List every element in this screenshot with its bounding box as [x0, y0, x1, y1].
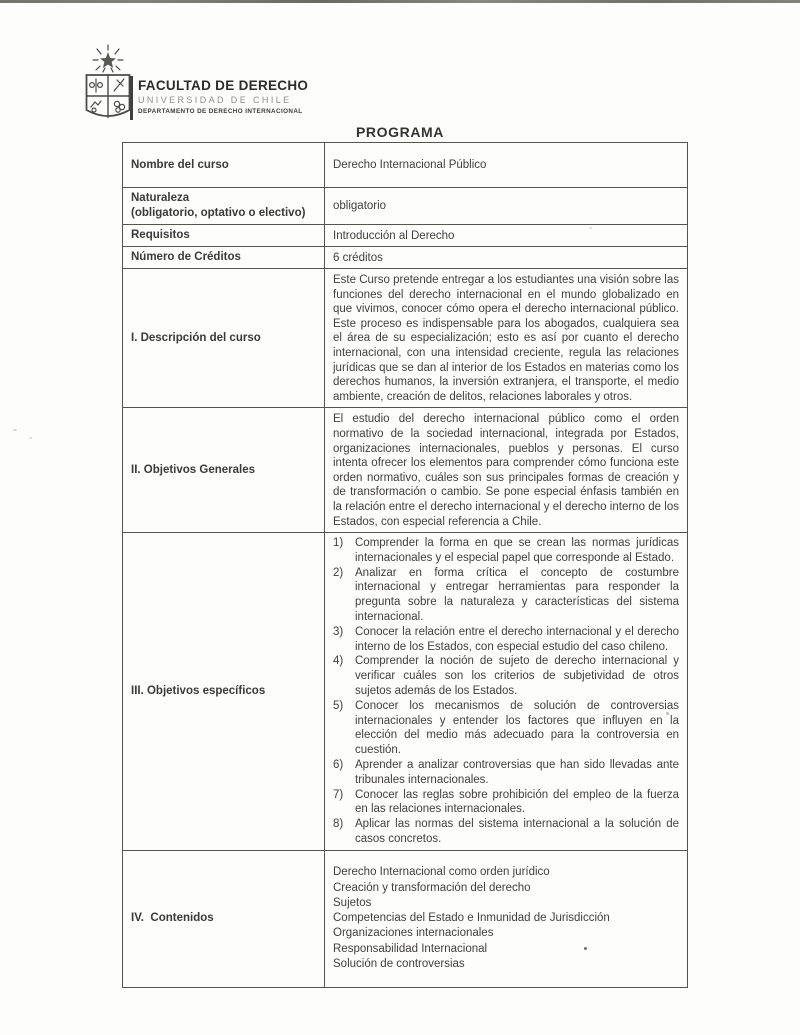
- course-credits: 6 créditos: [333, 251, 383, 264]
- university-crest-icon: [84, 44, 134, 124]
- row-label-cell: [123, 247, 325, 269]
- content-line: Organizaciones internacionales: [333, 927, 494, 940]
- course-nature: obligatorio: [333, 200, 387, 212]
- row-value-cell: [325, 850, 688, 987]
- row-value-cell: [325, 143, 688, 188]
- row-label: Nombre del curso: [131, 158, 229, 171]
- row-value-cell: [325, 247, 688, 269]
- objective-number: 8): [333, 818, 344, 831]
- row-label-cell: [123, 188, 325, 225]
- general-objectives: El estudio del derecho internacional público como el orden normativo de la sociedad internacional, integrada por Estados, organizaciones internacionales, pueblos y personas. El curso intenta ofrecer los elementos para comprender cómo funciona este orden normativo, cuáles son sus principales formas de creación y de transformación o cambio. Se pone especial énfasis también en la relación entre el derecho internacional y el derecho interno de los Estados, con especial referencia a Chile.: [333, 413, 679, 528]
- content-line: Competencias del Estado e Inmunidad de Jurisdicción: [333, 912, 610, 925]
- objective-item: [333, 566, 679, 625]
- star-icon: [93, 45, 123, 72]
- row-label: Requisitos: [131, 229, 190, 241]
- content-line: Sujetos: [333, 896, 372, 909]
- objective-text: Conocer la relación entre el derecho internacional y el derecho interno de los Estados, con especial estudio del caso chileno.: [355, 625, 679, 653]
- objective-text: Conocer las reglas sobre prohibición del empleo de la fuerza en las relaciones internacionales.: [355, 788, 679, 816]
- row-label-cell: [123, 533, 325, 851]
- row-label: IV. Contenidos: [131, 912, 214, 925]
- page-title: PROGRAMA: [355, 124, 445, 140]
- content-line: Derecho Internacional como orden jurídico: [333, 866, 550, 879]
- content-line: Solución de controversias: [333, 958, 465, 971]
- table-row-descripcion: [123, 269, 688, 408]
- scan-speck: [13, 429, 17, 431]
- row-label-cell: [123, 225, 325, 247]
- row-label-cell: [123, 269, 325, 408]
- row-label-cell: [123, 408, 325, 533]
- objective-number: 5): [333, 699, 344, 712]
- objective-item: [333, 758, 679, 788]
- course-prerequisites: Introducción al Derecho: [333, 229, 455, 242]
- objective-number: 6): [333, 759, 344, 772]
- content-line: Responsabilidad Internacional: [333, 942, 488, 955]
- objective-text: Conocer los mecanismos de solución de controversias internacionales y entender los factores que influyen en la elección del medio más adecuado para la controversia en cuestión.: [355, 699, 679, 757]
- row-value-cell: [325, 533, 688, 851]
- objective-item: [333, 699, 679, 758]
- row-value-cell: [325, 188, 688, 225]
- table-row-objetivos-generales: [123, 408, 688, 533]
- table-row-nombre: [123, 143, 688, 188]
- objective-item: [333, 654, 679, 698]
- scan-speck: [666, 712, 669, 715]
- row-label: I. Descripción del curso: [131, 331, 261, 344]
- row-label-cell: [123, 850, 325, 987]
- table-row-creditos: [123, 247, 688, 269]
- objective-number: 7): [333, 788, 344, 801]
- row-label: Número de Créditos: [131, 251, 241, 263]
- table-row-objetivos-especificos: [123, 533, 688, 851]
- objective-item: [333, 625, 679, 655]
- shield-icon: [87, 75, 130, 118]
- row-label: Naturaleza: [131, 192, 190, 204]
- objective-item: [333, 817, 679, 847]
- table-row-contenidos: [123, 850, 688, 987]
- logo-divider: [130, 76, 133, 120]
- objective-text: Aprender a analizar controversias que han sido llevadas ante tribunales internacionales.: [355, 759, 679, 786]
- logo-university-name: UNIVERSIDAD DE CHILE: [138, 95, 292, 105]
- objective-number: 3): [333, 625, 344, 638]
- row-label: III. Objetivos específicos: [131, 684, 266, 697]
- objective-text: Comprender la noción de sujeto de derecho internacional y verificar cuáles son los criterios de subjetividad de otros sujetos además de los Estados.: [355, 655, 679, 698]
- table-row-naturaleza: [123, 188, 688, 225]
- objective-number: 1): [333, 537, 344, 550]
- scan-speck: [589, 227, 592, 229]
- objective-text: Comprender la forma en que se crean las normas jurídicas internacionales y el especial papel que corresponde al Estado.: [355, 537, 679, 564]
- logo-department-name: DEPARTAMENTO DE DERECHO INTERNACIONAL: [138, 108, 303, 115]
- content-line: Creación y transformación del derecho: [333, 881, 531, 894]
- row-label-sub: (obligatorio, optativo o electivo): [131, 207, 306, 219]
- objective-number: 2): [333, 566, 344, 579]
- logo-text: [138, 78, 388, 115]
- logo-faculty-name: FACULTAD DE DERECHO: [138, 78, 309, 93]
- objective-text: Analizar en forma crítica el concepto de costumbre internacional y entregar herramientas para responder la pregunta sobre la naturaleza y características del sistema internacional.: [355, 566, 679, 624]
- course-name: Derecho Internacional Público: [333, 159, 487, 171]
- scan-speck: [584, 947, 587, 950]
- row-label: II. Objetivos Generales: [131, 463, 255, 476]
- course-description: Este Curso pretende entregar a los estudiantes una visión sobre las funciones del derecho internacional en el mundo globalizado en que vivimos, conocer cómo opera el derecho internacional público. Este proceso es indispensable para los abogados, cualquiera sea el área de su especialización; esto es así por cuanto el derecho internacional, con una intensidad creciente, regula las relaciones jurídicas que se dan al interior de los Estados en materias como los derechos humanos, la inversión extranjera, el transporte, el medio ambiente, creación de delitos, relaciones laborales y otros.: [333, 274, 679, 403]
- scan-speck: [29, 437, 32, 439]
- program-table: [122, 142, 688, 988]
- objective-item: [333, 536, 679, 566]
- row-value-cell: [325, 225, 688, 247]
- row-value-cell: [325, 269, 688, 408]
- scan-edge-artifact: [0, 0, 800, 3]
- row-value-cell: [325, 408, 688, 533]
- table-row-requisitos: [123, 225, 688, 247]
- row-label-cell: [123, 143, 325, 188]
- objective-text: Aplicar las normas del sistema internacional a la solución de casos concretos.: [355, 818, 679, 846]
- objective-item: [333, 788, 679, 818]
- objective-number: 4): [333, 655, 344, 668]
